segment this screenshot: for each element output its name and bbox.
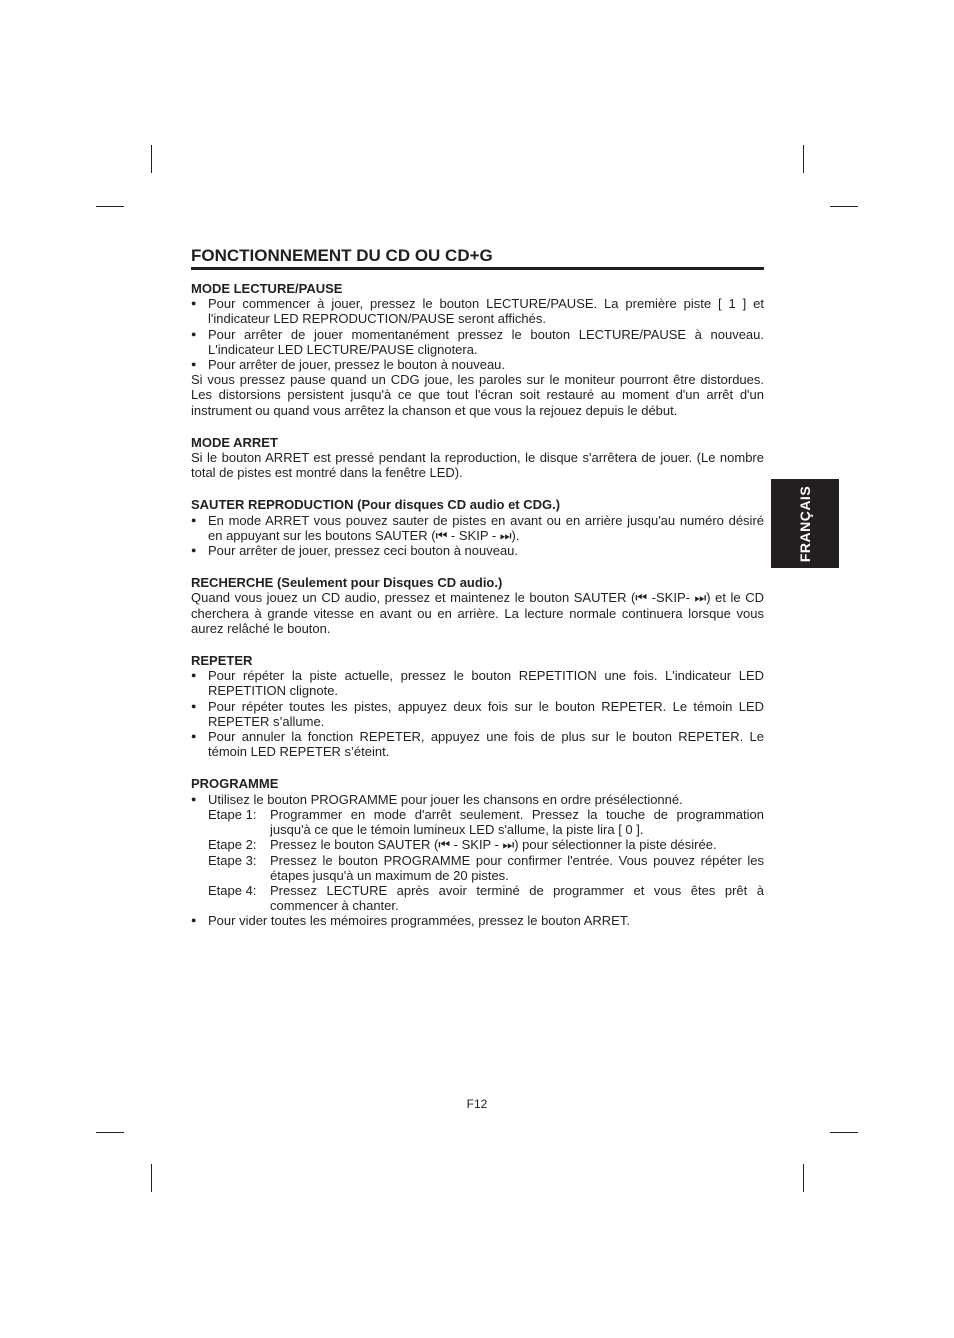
list-item: ● Pour répéter toutes les pistes, appuyez deux fois sur le bouton REPETER. Le témoin LED REPETER s’allume. xyxy=(191,699,764,729)
program-step xyxy=(191,837,764,852)
crop-mark xyxy=(830,1132,858,1133)
section-sauter xyxy=(191,497,764,558)
program-step xyxy=(191,853,764,883)
list-item: ● Pour annuler la fonction REPETER, appuyez une fois de plus sur le bouton REPETER. Le témoin LED REPETER s’éteint. xyxy=(191,729,764,759)
bullet-list xyxy=(191,668,764,759)
section-heading: RECHERCHE (Seulement pour Disques CD audio.) xyxy=(191,575,503,591)
bullet-list xyxy=(191,513,764,559)
section-lecture-pause xyxy=(191,281,764,418)
list-item: ● Pour arrêter de jouer, pressez ceci bouton à nouveau. xyxy=(191,543,764,558)
step-text: Pressez LECTURE après avoir terminé de programmer et vous êtes prêt à commencer à chanter. xyxy=(270,882,764,914)
paragraph: Quand vous jouez un CD audio, pressez et maintenez le bouton SAUTER (⏮ -SKIP- ⏭) et le CD cherchera à grande vitesse en avant ou en arrière. La lecture normale continuera lorsque vous aurez relâché le bouton. xyxy=(191,590,764,636)
crop-mark xyxy=(96,1132,124,1133)
step-label: Etape 4: xyxy=(208,882,257,898)
section-heading: MODE LECTURE/PAUSE xyxy=(191,281,343,296)
page-title: FONCTIONNEMENT DU CD OU CD+G xyxy=(191,246,764,270)
list-item: ● En mode ARRET vous pouvez sauter de pistes en avant ou en arrière jusqu'au numéro désiré en appuyant sur les boutons SAUTER (⏮ - SKIP - ⏭). xyxy=(191,513,764,543)
list-item: ● Pour arrêter de jouer momentanément pressez le bouton LECTURE/PAUSE à nouveau. L'indicateur LED LECTURE/PAUSE clignotera. xyxy=(191,327,764,357)
list-item: ● Pour vider toutes les mémoires programmées, pressez le bouton ARRET. xyxy=(191,913,764,928)
list-item: ● Pour commencer à jouer, pressez le bouton LECTURE/PAUSE. La première piste [ 1 ] et l'indicateur LED REPRODUCTION/PAUSE seront affichés. xyxy=(191,296,764,326)
bullet-list xyxy=(191,792,764,807)
section-recherche xyxy=(191,575,764,636)
crop-mark xyxy=(803,1164,804,1192)
language-tab xyxy=(771,479,839,568)
crop-mark xyxy=(96,206,124,207)
page-number: F12 xyxy=(466,1097,488,1111)
step-text: Pressez le bouton PROGRAMME pour confirmer l'entrée. Vous pouvez répéter les étapes jusqu'à un maximum de 20 pistes. xyxy=(270,852,764,883)
step-label: Etape 1: xyxy=(208,806,257,822)
crop-mark xyxy=(151,1164,152,1192)
list-item: ● Pour arrêter de jouer, pressez le bouton à nouveau. xyxy=(191,357,764,372)
section-heading: SAUTER REPRODUCTION (Pour disques CD audio et CDG.) xyxy=(191,497,561,513)
step-label: Etape 3: xyxy=(208,852,257,868)
document-body xyxy=(191,281,764,946)
bullet-list xyxy=(191,296,764,372)
section-heading: MODE ARRET xyxy=(191,434,278,450)
section-arret xyxy=(191,435,764,481)
section-heading: REPETER xyxy=(191,653,253,669)
list-item: ● Utilisez le bouton PROGRAMME pour jouer les chansons en ordre présélectionné. xyxy=(191,792,764,807)
step-text: Pressez le bouton SAUTER (⏮ - SKIP - ⏭) pour sélectionner la piste désirée. xyxy=(270,837,717,853)
program-step xyxy=(191,883,764,913)
paragraph: Si vous pressez pause quand un CDG joue, les paroles sur le moniteur pourront être distordues. Les distorsions persistent jusqu'à ce que tout l'écran soit restauré au moment d'un arrêt d'un instrument ou quand vous arrêtez la chanson et que vous la rejouez depuis le début. xyxy=(191,372,764,418)
list-item: ● Pour répéter la piste actuelle, pressez le bouton REPETITION une fois. L'indicateur LED REPETITION clignote. xyxy=(191,668,764,698)
crop-mark xyxy=(151,145,152,173)
paragraph: Si le bouton ARRET est pressé pendant la reproduction, le disque s'arrêtera de jouer. (Le nombre total de pistes est montré dans la fenêtre LED). xyxy=(191,450,764,481)
section-repeter xyxy=(191,653,764,759)
step-text: Programmer en mode d'arrêt seulement. Pressez la touche de programmation jusqu'à ce que le témoin lumineux LED s'allume, la piste lira [ 0 ]. xyxy=(270,806,764,838)
program-step xyxy=(191,807,764,837)
bullet-list xyxy=(191,913,764,928)
section-programme xyxy=(191,776,764,928)
crop-mark xyxy=(803,145,804,173)
language-tab-label: FRANÇAIS xyxy=(797,485,813,562)
crop-mark xyxy=(830,206,858,207)
section-heading: PROGRAMME xyxy=(191,776,279,792)
step-label: Etape 2: xyxy=(208,837,257,853)
